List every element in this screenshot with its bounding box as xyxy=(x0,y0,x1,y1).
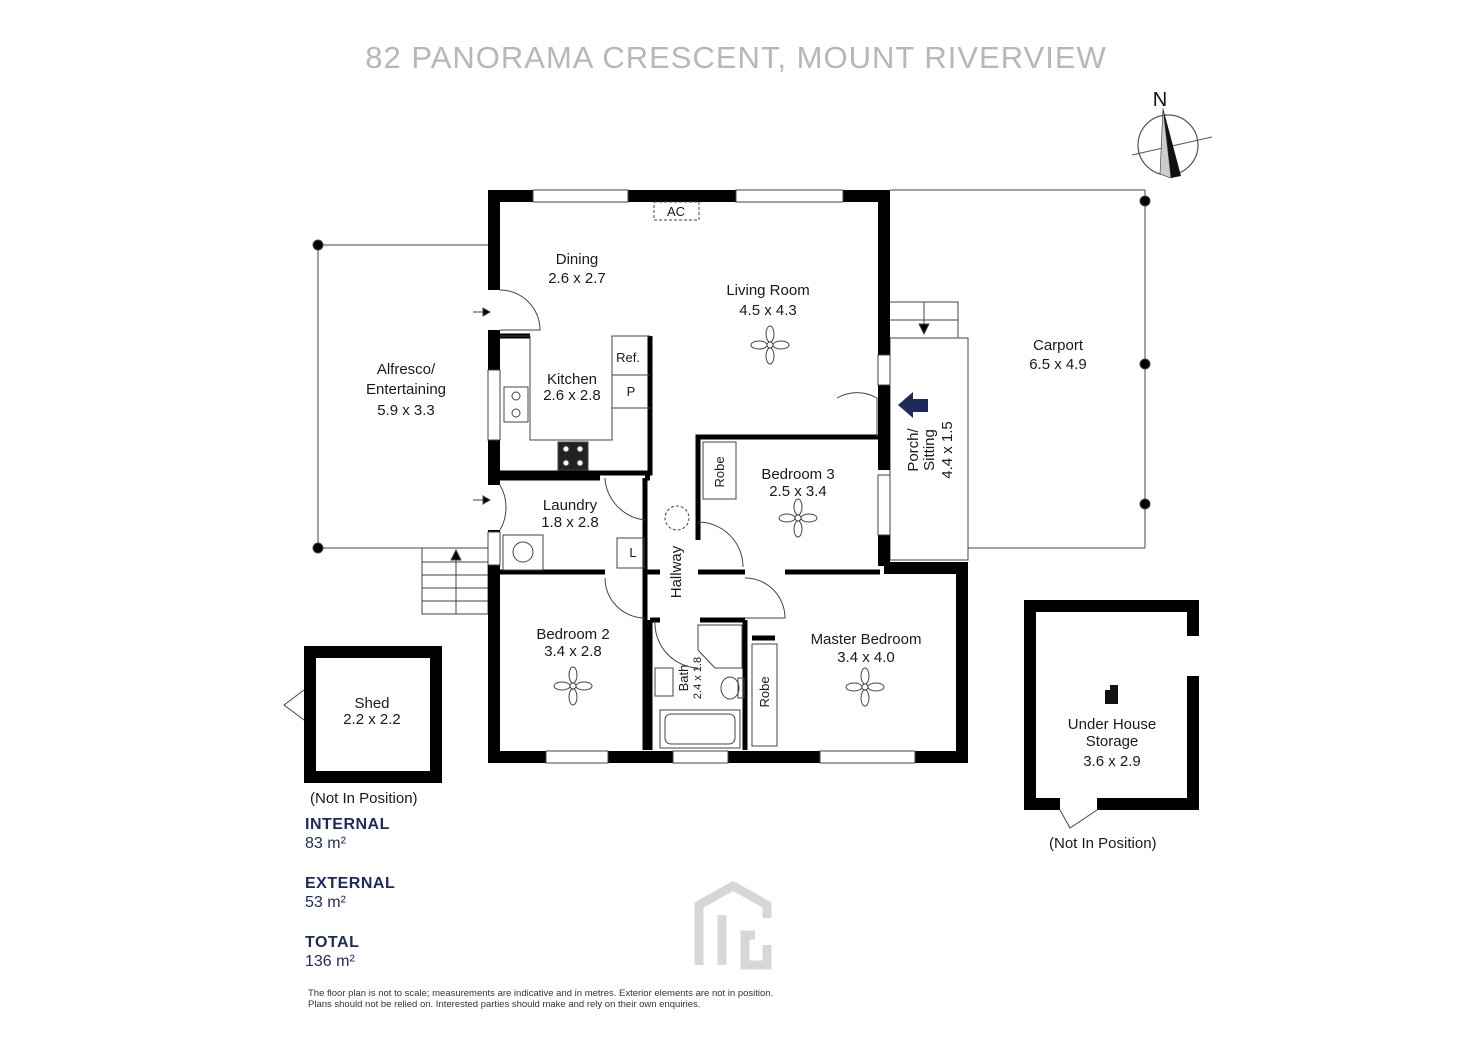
storage-label-2: Storage xyxy=(1085,733,1139,750)
entry-arrow-icon xyxy=(898,392,928,418)
porch-label-1: Porch/ xyxy=(905,428,922,472)
compass-north-label: N xyxy=(1152,89,1168,111)
kitchen-label: Kitchen xyxy=(546,371,598,388)
hallway-label: Hallway xyxy=(668,545,685,599)
ceiling-fan-icons xyxy=(554,326,884,706)
shed-note: (Not In Position) xyxy=(310,790,418,807)
master-label: Master Bedroom xyxy=(810,631,922,648)
storage-note: (Not In Position) xyxy=(1049,835,1157,852)
master-robe-label: Robe xyxy=(757,676,772,708)
bedroom2-size: 3.4 x 2.8 xyxy=(544,643,602,660)
page-title: 82 PANORAMA CRESCENT, MOUNT RIVERVIEW xyxy=(365,40,1107,75)
total-value: 136 m² xyxy=(305,953,355,970)
pantry-label: P xyxy=(626,384,636,399)
dining-size: 2.6 x 2.7 xyxy=(548,270,606,287)
porch-label-2: Sitting xyxy=(921,429,938,471)
living-label: Living Room xyxy=(726,282,810,299)
carport-label: Carport xyxy=(1032,337,1084,354)
linen-label: L xyxy=(629,545,637,560)
disclaimer-line-1: The floor plan is not to scale; measurements are indicative and in metres. Exterior elements are not in position. xyxy=(308,988,774,999)
alfresco-label-2: Entertaining xyxy=(365,381,447,398)
laundry-label: Laundry xyxy=(542,497,598,514)
storage-size: 3.6 x 2.9 xyxy=(1083,753,1141,770)
shed-size: 2.2 x 2.2 xyxy=(343,711,401,728)
kitchen-size: 2.6 x 2.8 xyxy=(543,387,601,404)
internal-label: INTERNAL xyxy=(305,816,390,833)
logo xyxy=(699,886,767,965)
bedroom3-size: 2.5 x 3.4 xyxy=(769,483,827,500)
alfresco-size: 5.9 x 3.3 xyxy=(377,402,435,419)
stairs xyxy=(422,548,488,614)
bath-size: 2.4 x 1.8 xyxy=(692,656,704,700)
master-size: 3.4 x 4.0 xyxy=(837,649,895,666)
area-internal xyxy=(305,815,390,853)
porch-size: 4.4 x 1.5 xyxy=(939,421,956,479)
carport-area xyxy=(890,190,1150,548)
bedroom2-label: Bedroom 2 xyxy=(536,626,610,643)
area-external xyxy=(305,874,395,912)
shed-label: Shed xyxy=(354,695,390,712)
dining-label: Dining xyxy=(555,251,599,268)
laundry-tub xyxy=(503,535,543,570)
internal-value: 83 m² xyxy=(305,835,346,852)
compass-icon xyxy=(1132,89,1212,178)
ac-label: AC xyxy=(666,204,686,219)
alfresco-label-1: Alfresco/ xyxy=(376,361,436,378)
bedroom3-robe-label: Robe xyxy=(712,456,727,488)
total-label: TOTAL xyxy=(305,934,360,951)
storage-label-1: Under House xyxy=(1067,716,1157,733)
area-total xyxy=(305,933,359,971)
external-label: EXTERNAL xyxy=(305,875,396,892)
external-value: 53 m² xyxy=(305,894,346,911)
bath-label: Bath xyxy=(676,664,691,692)
living-size: 4.5 x 4.3 xyxy=(739,302,797,319)
carport-size: 6.5 x 4.9 xyxy=(1029,356,1087,373)
laundry-size: 1.8 x 2.8 xyxy=(541,514,599,531)
bedroom3-label: Bedroom 3 xyxy=(761,466,835,483)
disclaimer xyxy=(308,988,868,1010)
disclaimer-line-2: Plans should not be relied on. Interested parties should make and rely on their own enquiries. xyxy=(308,999,701,1010)
fridge-label: Ref. xyxy=(616,350,640,365)
